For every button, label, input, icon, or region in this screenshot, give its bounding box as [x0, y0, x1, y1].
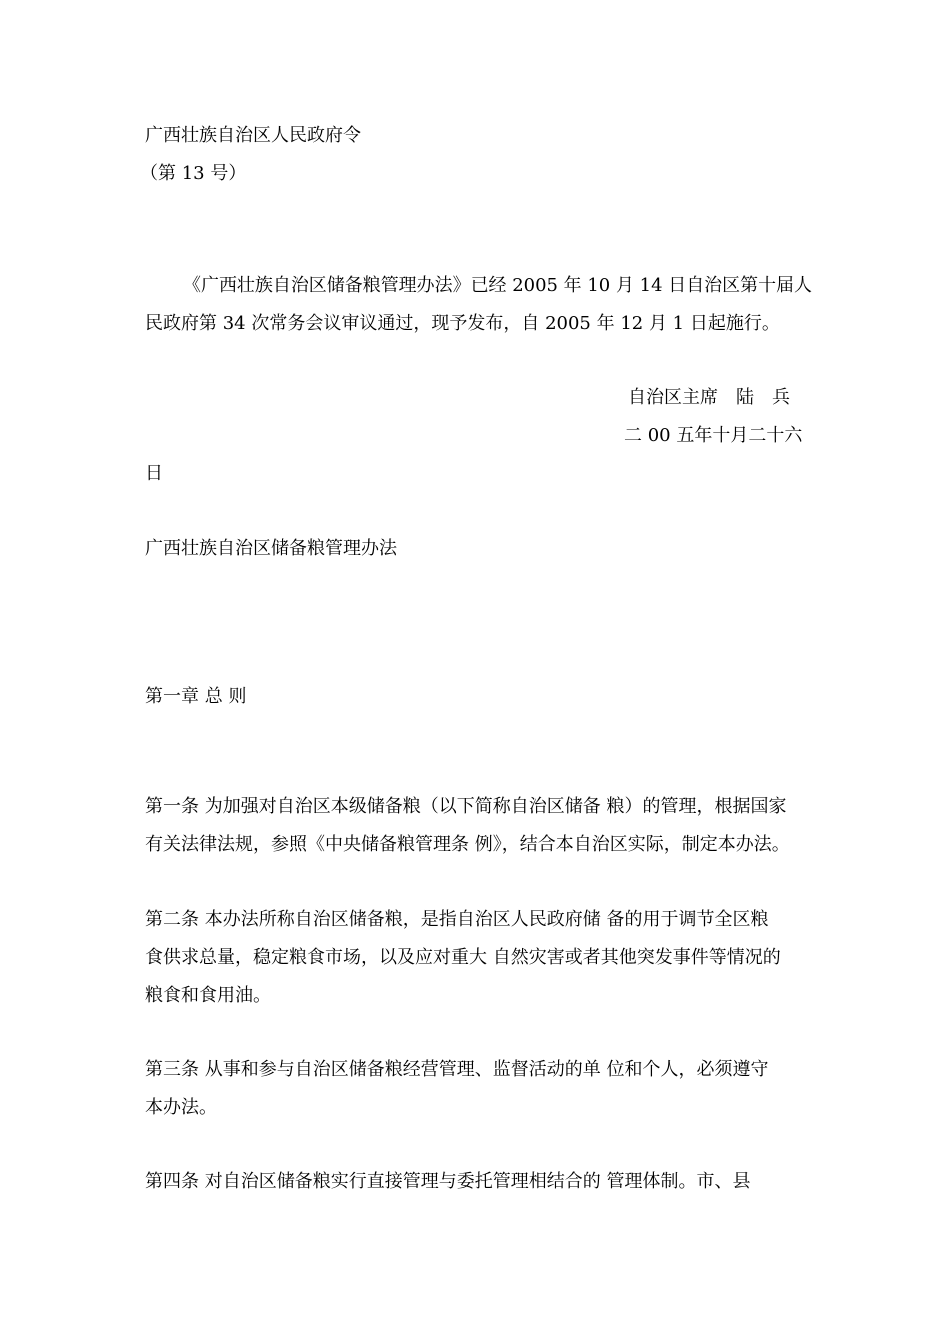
article-1-line-1: 第一条 为加强对自治区本级储备粮（以下简称自治区储备 粮）的管理，根据国家: [145, 796, 787, 817]
article-1-line-2: 有关法律法规，参照《中央储备粮管理条 例》，结合本自治区实际，制定本办法。: [145, 834, 790, 855]
article-3-line-2: 本办法。: [145, 1097, 217, 1118]
signer: 自治区主席 陆 兵: [628, 387, 790, 408]
signature-date: 二 00 五年十月二十六: [624, 425, 803, 446]
preamble-line-2: 民政府第 34 次常务会议审议通过，现予发布，自 2005 年 12 月 1 日起施行。: [145, 313, 780, 334]
order-title: 广西壮族自治区人民政府令: [145, 125, 361, 146]
signature-date-continued: 日: [145, 463, 163, 484]
article-2-line-2: 食供求总量，稳定粮食市场，以及应对重大 自然灾害或者其他突发事件等情况的: [145, 947, 781, 968]
article-2-line-3: 粮食和食用油。: [145, 985, 271, 1006]
article-2-line-1: 第二条 本办法所称自治区储备粮，是指自治区人民政府储 备的用于调节全区粮: [145, 909, 769, 930]
article-3-line-1: 第三条 从事和参与自治区储备粮经营管理、监督活动的单 位和个人，必须遵守: [145, 1059, 769, 1080]
order-number: （第 13 号）: [140, 163, 247, 184]
article-4-line-1: 第四条 对自治区储备粮实行直接管理与委托管理相结合的 管理体制。市、县: [145, 1171, 751, 1192]
preamble-line-1: 《广西壮族自治区储备粮管理办法》已经 2005 年 10 月 14 日自治区第十届人: [183, 275, 813, 296]
chapter-title: 第一章 总 则: [145, 686, 247, 707]
document-title: 广西壮族自治区储备粮管理办法: [145, 538, 397, 559]
